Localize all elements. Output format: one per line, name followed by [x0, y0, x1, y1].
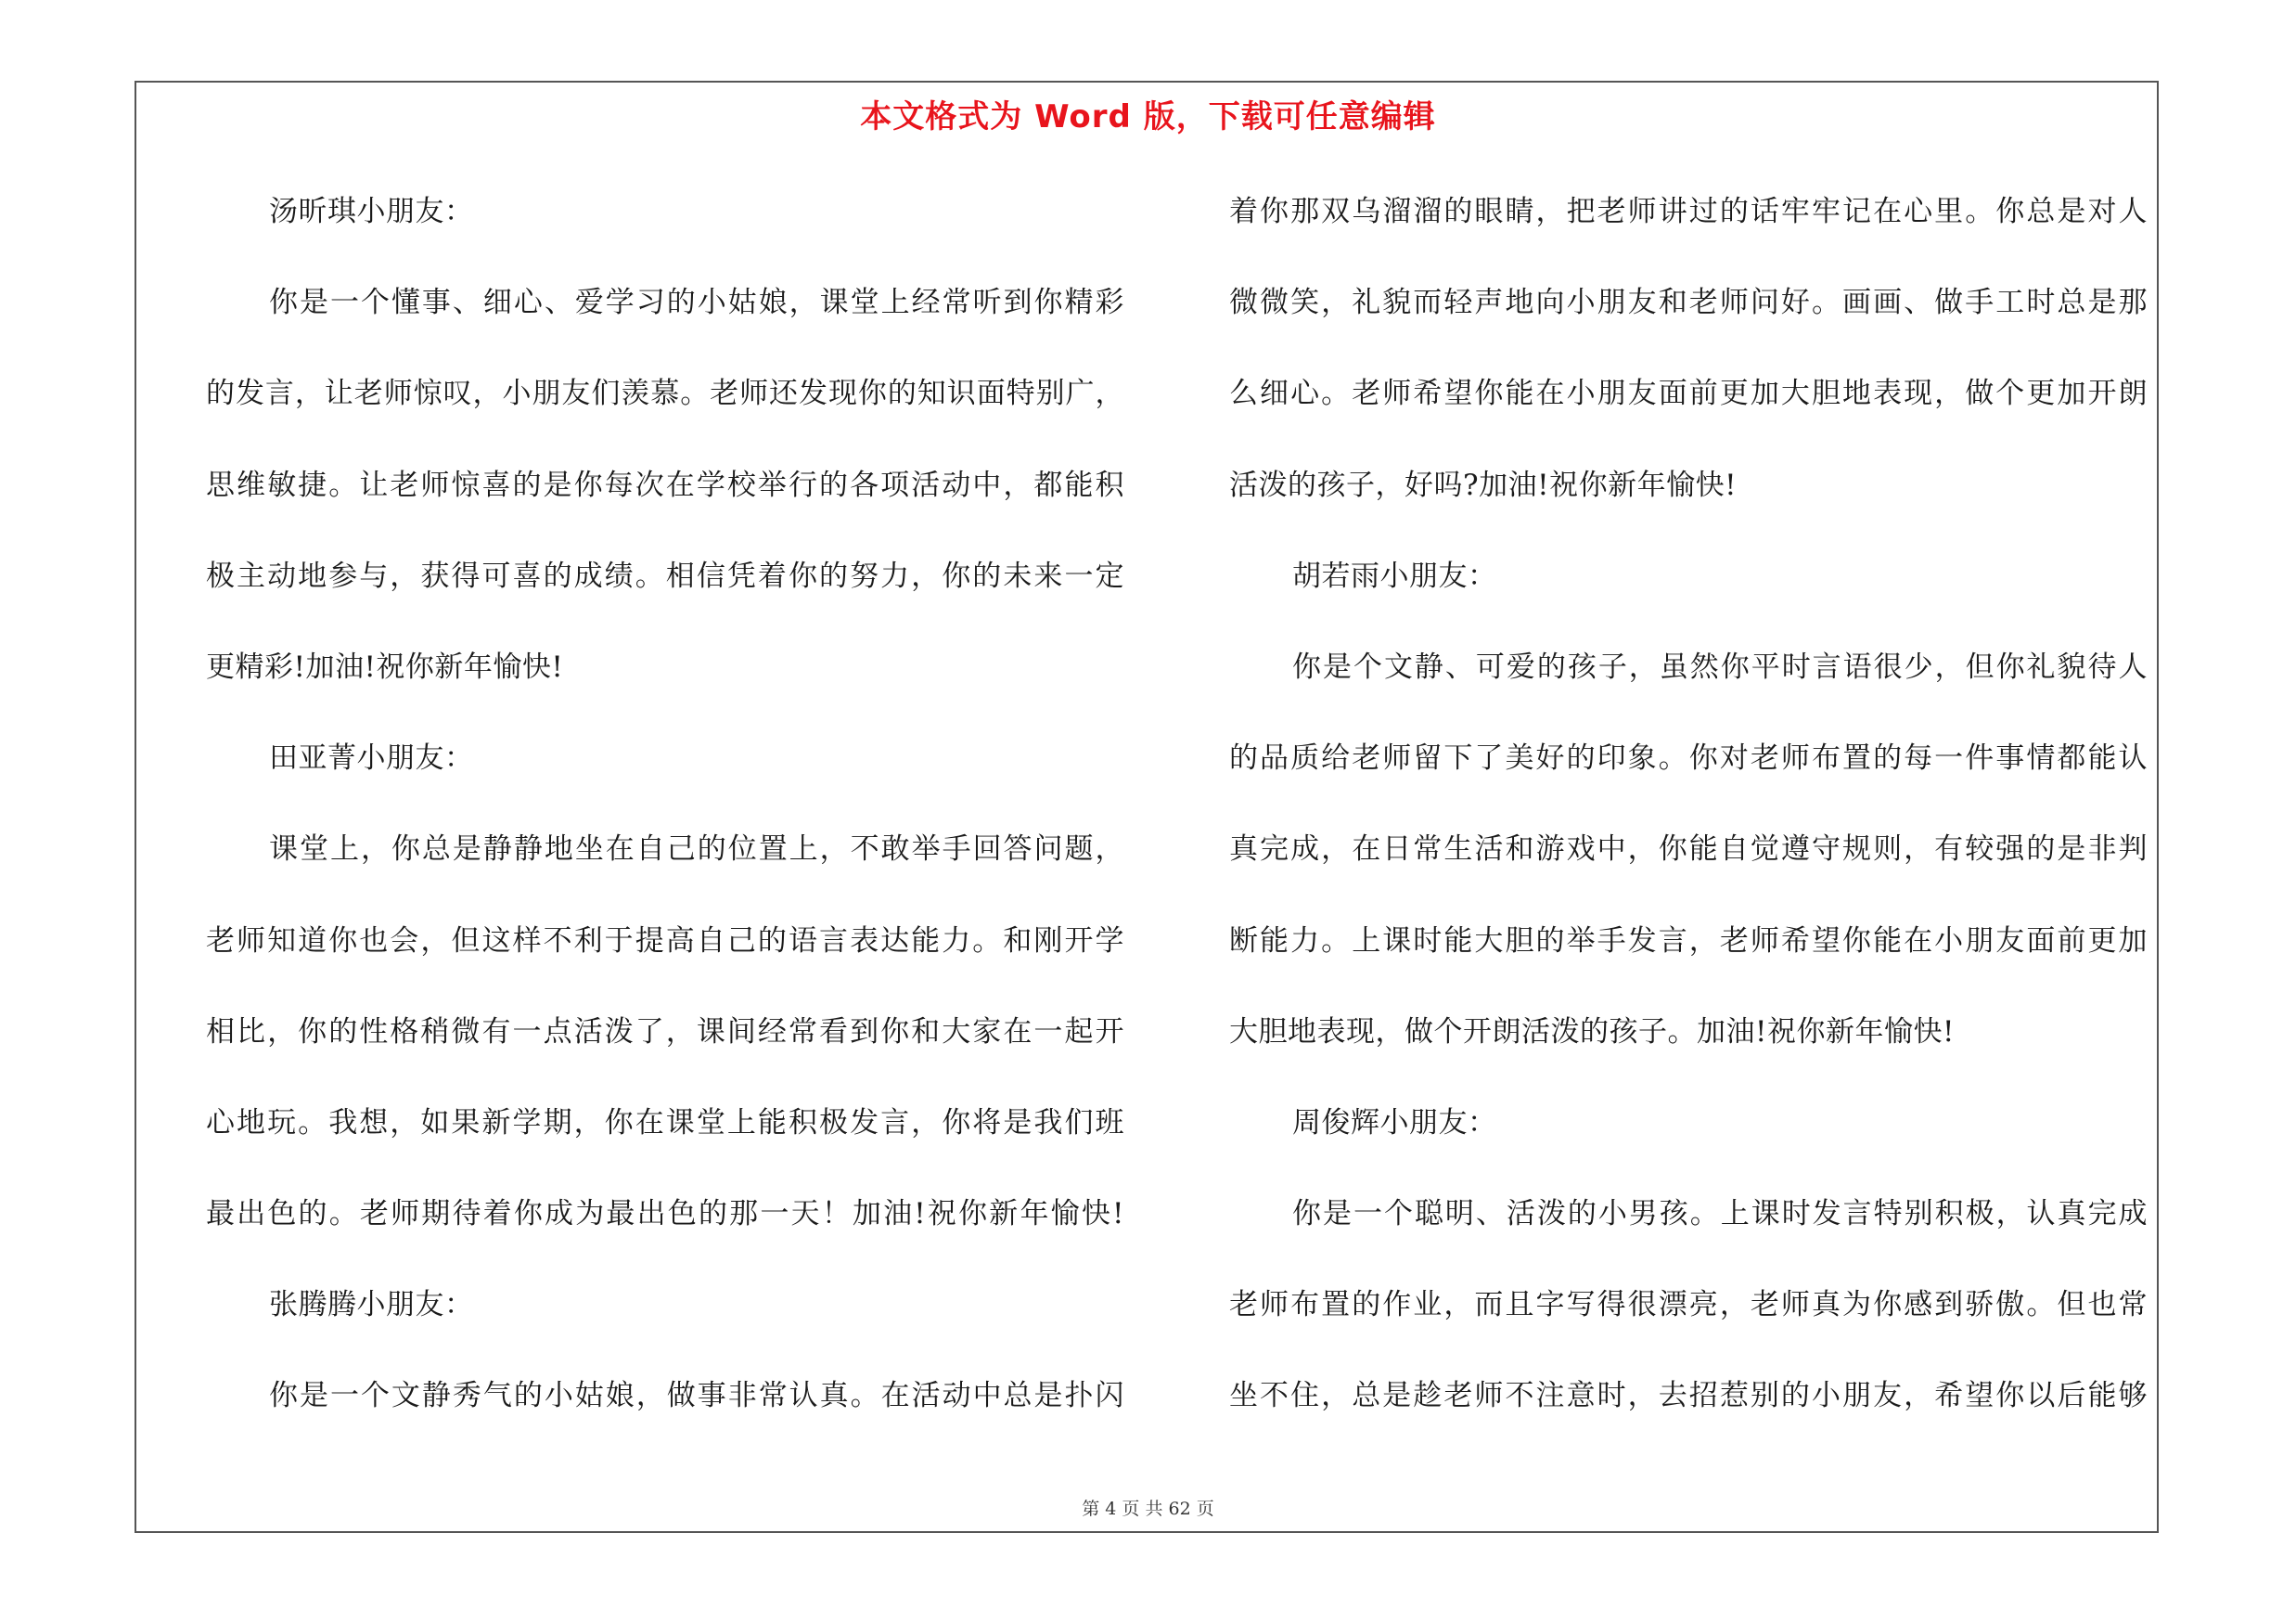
text-line: 胡若雨小朋友：	[1292, 559, 1497, 593]
text-line: 老师布置的作业，而且字写得很漂亮，老师真为你感到骄傲。但也常	[1229, 1288, 2148, 1322]
text-line: 真完成，在日常生活和游戏中，你能自觉遵守规则，有较强的是非判	[1229, 832, 2148, 867]
text-line: 着你那双乌溜溜的眼睛，把老师讲过的话牢牢记在心里。你总是对人	[1229, 195, 2148, 228]
text-line: 坐不住，总是趁老师不注意时，去招惹别的小朋友，希望你以后能够	[1229, 1379, 2148, 1413]
left-column	[206, 181, 1124, 1457]
text-line: 张腾腾小朋友：	[269, 1288, 474, 1322]
text-line: 你是个文静、可爱的孩子，虽然你平时言语很少，但你礼貌待人	[1292, 650, 2148, 684]
text-line: 的发言，让老师惊叹，小朋友们羡慕。老师还发现你的知识面特别广，	[206, 377, 1124, 411]
right-column	[1229, 181, 2148, 1457]
text-line: 断能力。上课时能大胆的举手发言，老师希望你能在小朋友面前更加	[1229, 923, 2148, 958]
text-line: 你是一个文静秀气的小姑娘，做事非常认真。在活动中总是扑闪	[269, 1379, 1124, 1413]
text-line: 大胆地表现，做个开朗活泼的孩子。加油!祝你新年愉快!	[1229, 1014, 1955, 1049]
text-line: 活泼的孩子，好吗?加油!祝你新年愉快!	[1229, 468, 1738, 502]
text-line: 汤昕琪小朋友：	[269, 195, 474, 228]
text-line: 心地玩。我想，如果新学期，你在课堂上能积极发言，你将是我们班	[206, 1105, 1124, 1140]
text-line: 田亚菁小朋友：	[269, 741, 474, 776]
text-line: 最出色的。老师期待着你成为最出色的那一天！加油!祝你新年愉快!	[206, 1197, 1124, 1231]
text-line: 老师知道你也会，但这样不利于提高自己的语言表达能力。和刚开学	[206, 923, 1124, 958]
text-line: 么细心。老师希望你能在小朋友面前更加大胆地表现，做个更加开朗	[1229, 377, 2148, 411]
text-line: 更精彩!加油!祝你新年愉快!	[206, 650, 564, 684]
text-line: 相比，你的性格稍微有一点活泼了，课间经常看到你和大家在一起开	[206, 1014, 1124, 1049]
text-line: 你是一个聪明、活泼的小男孩。上课时发言特别积极，认真完成	[1292, 1197, 2148, 1231]
page-number-footer: 第 4 页 共 62 页	[1082, 1499, 1214, 1519]
text-line: 极主动地参与，获得可喜的成绩。相信凭着你的努力，你的未来一定	[206, 559, 1124, 593]
text-line: 周俊辉小朋友：	[1292, 1105, 1497, 1140]
text-line: 你是一个懂事、细心、爱学习的小姑娘，课堂上经常听到你精彩	[269, 286, 1124, 320]
text-line: 课堂上，你总是静静地坐在自己的位置上，不敢举手回答问题，	[269, 832, 1124, 867]
text-line: 微微笑，礼貌而轻声地向小朋友和老师问好。画画、做手工时总是那	[1229, 286, 2148, 320]
text-line: 的品质给老师留下了美好的印象。你对老师布置的每一件事情都能认	[1229, 741, 2148, 776]
text-line: 思维敏捷。让老师惊喜的是你每次在学校举行的各项活动中，都能积	[206, 468, 1124, 502]
word-format-banner: 本文格式为 Word 版，下载可任意编辑	[860, 98, 1436, 135]
